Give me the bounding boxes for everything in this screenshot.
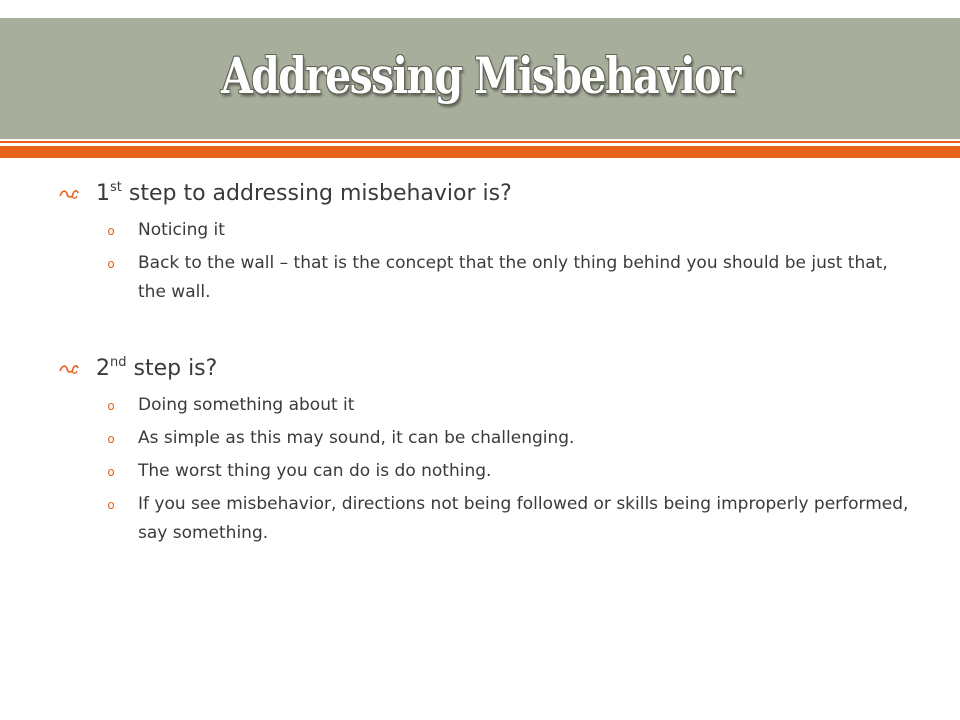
point-2-ordinal: nd	[110, 355, 127, 370]
point-2-text: step is?	[126, 356, 218, 381]
point-1-text: step to addressing misbehavior is?	[121, 181, 512, 206]
sub-point-2-2	[54, 424, 914, 453]
slide-content	[54, 176, 914, 548]
bullet-point-1	[54, 176, 914, 212]
point-1-ordinal: st	[110, 180, 122, 195]
sub-point-2-1	[54, 391, 914, 420]
circle-bullet-icon: o	[107, 257, 115, 271]
sub-point-text: If you see misbehavior, directions not being followed or skills being improperly performed, say something.	[138, 494, 909, 543]
point-2-number: 2	[96, 356, 110, 381]
accent-divider-thin	[0, 141, 960, 143]
point-1-number: 1	[96, 181, 110, 206]
sub-point-text: Doing something about it	[138, 395, 355, 415]
bullet-point-2	[54, 351, 914, 387]
sub-point-text: Noticing it	[138, 220, 225, 240]
sub-point-text: The worst thing you can do is do nothing.	[138, 461, 492, 481]
flourish-bullet-icon	[54, 176, 84, 212]
title-bar	[0, 18, 960, 139]
circle-bullet-icon: o	[107, 465, 115, 479]
circle-bullet-icon: o	[107, 432, 115, 446]
circle-bullet-icon: o	[107, 498, 115, 512]
flourish-bullet-icon	[54, 351, 84, 387]
circle-bullet-icon: o	[107, 224, 115, 238]
sub-point-text: As simple as this may sound, it can be challenging.	[138, 428, 575, 448]
sub-point-1-1	[54, 216, 914, 245]
accent-divider-thick	[0, 146, 960, 158]
sub-point-2-4	[54, 490, 914, 548]
sub-point-text: Back to the wall – that is the concept that the only thing behind you should be just that, the wall.	[138, 253, 888, 302]
sub-point-1-2	[54, 249, 914, 307]
sub-point-2-3	[54, 457, 914, 486]
circle-bullet-icon: o	[107, 399, 115, 413]
slide-title: Addressing Misbehavior	[220, 46, 740, 105]
